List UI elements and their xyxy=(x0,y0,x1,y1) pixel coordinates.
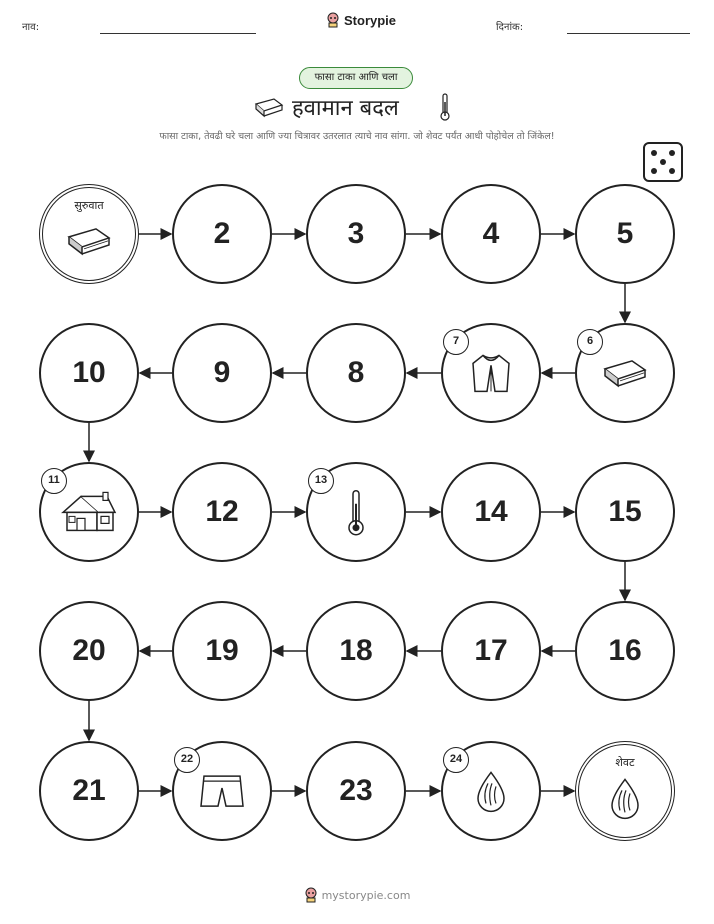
space-number-badge: 13 xyxy=(308,468,334,494)
space-number-badge: 22 xyxy=(174,747,200,773)
board-space xyxy=(441,601,541,701)
thermometer-icon xyxy=(347,488,365,542)
coat-icon xyxy=(469,351,513,399)
end-space xyxy=(575,741,675,841)
instructions: फासा टाका, तेवढी घरे चला आणि ज्या चित्रावर उतरलात त्याचे नाव सांगा. जो शेवट पर्यंत आधी पोहोचेल तो जिंकेल! xyxy=(159,131,555,142)
start-space xyxy=(39,184,139,284)
board-space xyxy=(39,462,139,562)
book-icon xyxy=(602,356,648,394)
space-number: 9 xyxy=(213,356,231,389)
date-label: दिनांक: xyxy=(496,22,524,33)
board-space xyxy=(39,741,139,841)
board-space xyxy=(306,462,406,562)
board-space xyxy=(172,601,272,701)
board-space xyxy=(575,323,675,423)
space-number: 16 xyxy=(608,634,642,667)
drop-icon xyxy=(608,777,642,825)
mascot-icon xyxy=(304,887,318,903)
board-space xyxy=(575,601,675,701)
space-number: 23 xyxy=(339,774,373,807)
space-number-badge: 7 xyxy=(443,329,469,355)
game-type-badge: फासा टाका आणि चला xyxy=(299,67,413,89)
board-space xyxy=(39,323,139,423)
drop-icon xyxy=(474,769,508,817)
footer-site[interactable]: mystorypie.com xyxy=(321,888,411,902)
board-space xyxy=(575,184,675,284)
board-space xyxy=(306,741,406,841)
space-number: 15 xyxy=(608,495,642,528)
name-label: नाव: xyxy=(22,22,40,33)
board-space xyxy=(306,601,406,701)
space-number: 4 xyxy=(482,217,500,250)
space-number: 20 xyxy=(72,634,106,667)
board-space xyxy=(306,184,406,284)
space-number: 19 xyxy=(205,634,239,667)
space-number: 14 xyxy=(474,495,508,528)
board-space xyxy=(39,601,139,701)
start-label: सुरुवात xyxy=(74,199,104,212)
board-space xyxy=(306,323,406,423)
board-space xyxy=(441,184,541,284)
house-icon xyxy=(59,490,119,538)
page-title: हवामान बदल xyxy=(292,96,399,121)
board-space xyxy=(441,323,541,423)
space-number: 2 xyxy=(213,217,231,250)
footer xyxy=(0,887,714,903)
board-space xyxy=(172,462,272,562)
end-label: शेवट xyxy=(615,756,635,769)
space-number-badge: 24 xyxy=(443,747,469,773)
space-number: 8 xyxy=(347,356,365,389)
space-number: 17 xyxy=(474,634,508,667)
space-number: 12 xyxy=(205,495,239,528)
shorts-icon xyxy=(199,772,245,814)
board-space xyxy=(172,741,272,841)
space-number: 10 xyxy=(72,356,106,389)
book-icon xyxy=(66,224,112,262)
board-space xyxy=(172,323,272,423)
space-number: 18 xyxy=(339,634,373,667)
board-space xyxy=(172,184,272,284)
board-space xyxy=(575,462,675,562)
board-space xyxy=(441,741,541,841)
board-space xyxy=(441,462,541,562)
space-number: 5 xyxy=(616,217,634,250)
space-number-badge: 11 xyxy=(41,468,67,494)
space-number: 3 xyxy=(347,217,365,250)
space-number-badge: 6 xyxy=(577,329,603,355)
brand-name: Storypie xyxy=(344,12,397,28)
space-number: 21 xyxy=(72,774,106,807)
